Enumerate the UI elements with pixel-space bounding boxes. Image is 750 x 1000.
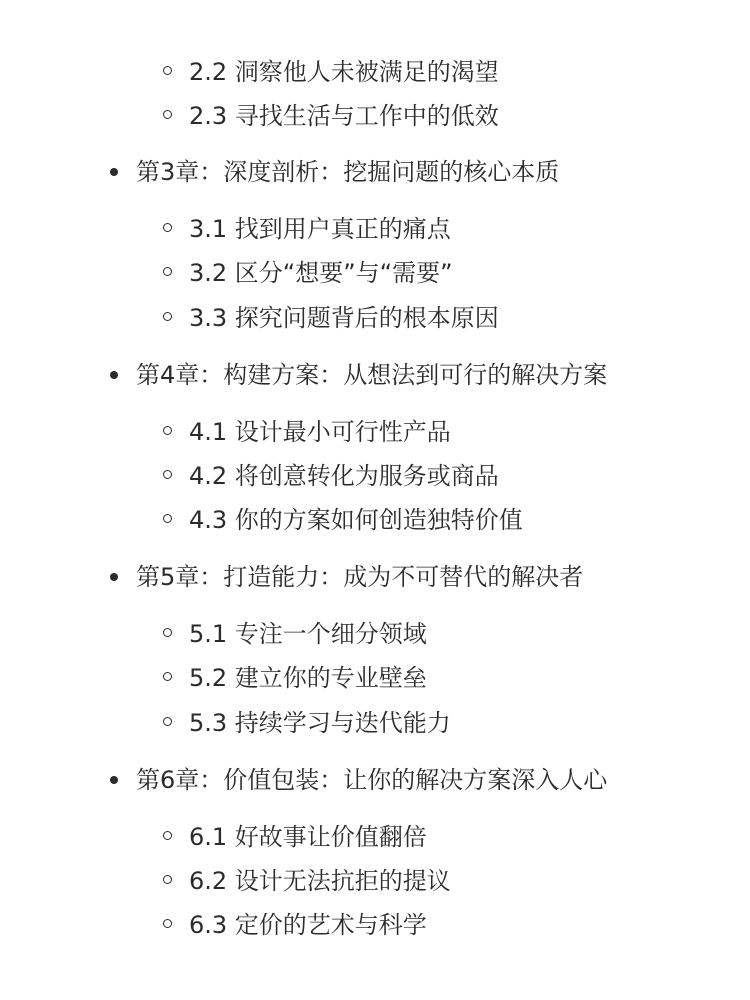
hollow-bullet-icon	[163, 919, 172, 928]
hollow-bullet-icon	[163, 267, 172, 276]
hollow-bullet-icon	[163, 672, 172, 681]
hollow-bullet-icon	[163, 110, 172, 119]
hollow-bullet-icon	[163, 628, 172, 637]
hollow-bullet-icon	[163, 66, 172, 75]
hollow-bullet-icon	[163, 312, 172, 321]
hollow-bullet-icon	[163, 470, 172, 479]
hollow-bullet-icon	[163, 875, 172, 884]
filled-bullet-icon	[110, 573, 118, 581]
filled-bullet-icon	[110, 371, 118, 379]
filled-bullet-icon	[110, 168, 118, 176]
hollow-bullet-icon	[163, 426, 172, 435]
hollow-bullet-icon	[163, 514, 172, 523]
table-of-contents: 2.2 洞察他人未被满足的渴望 2.3 寻找生活与工作中的低效 第3章：深度剖析：挖掘问题的核心本质 3.1 找到用户真正的痛点 3.2 区分“想要”与“需要” 3.3 探究问题背后的根本原因 第4章：构建方案：从想法到可行的解决方案 4.1 设计最小可行性产品 4.2 将创意转化为服务或商品 4.3 你的方案如何创造独特价值 第5章：打造能力：成为不可替代的解决者 5.1 专注一个细分领域 5.2 建立你的专业壁垒 5.3 持续学习与迭代能力 第6章：价值包装：让你的解决方案深入人心 6.1 好故事让价值翻倍 6.2 设计无法抗拒的提议 6.3 定价的艺术与科学	[0, 0, 750, 1000]
hollow-bullet-icon	[163, 717, 172, 726]
hollow-bullet-icon	[163, 831, 172, 840]
hollow-bullet-icon	[163, 223, 172, 232]
filled-bullet-icon	[110, 776, 118, 784]
